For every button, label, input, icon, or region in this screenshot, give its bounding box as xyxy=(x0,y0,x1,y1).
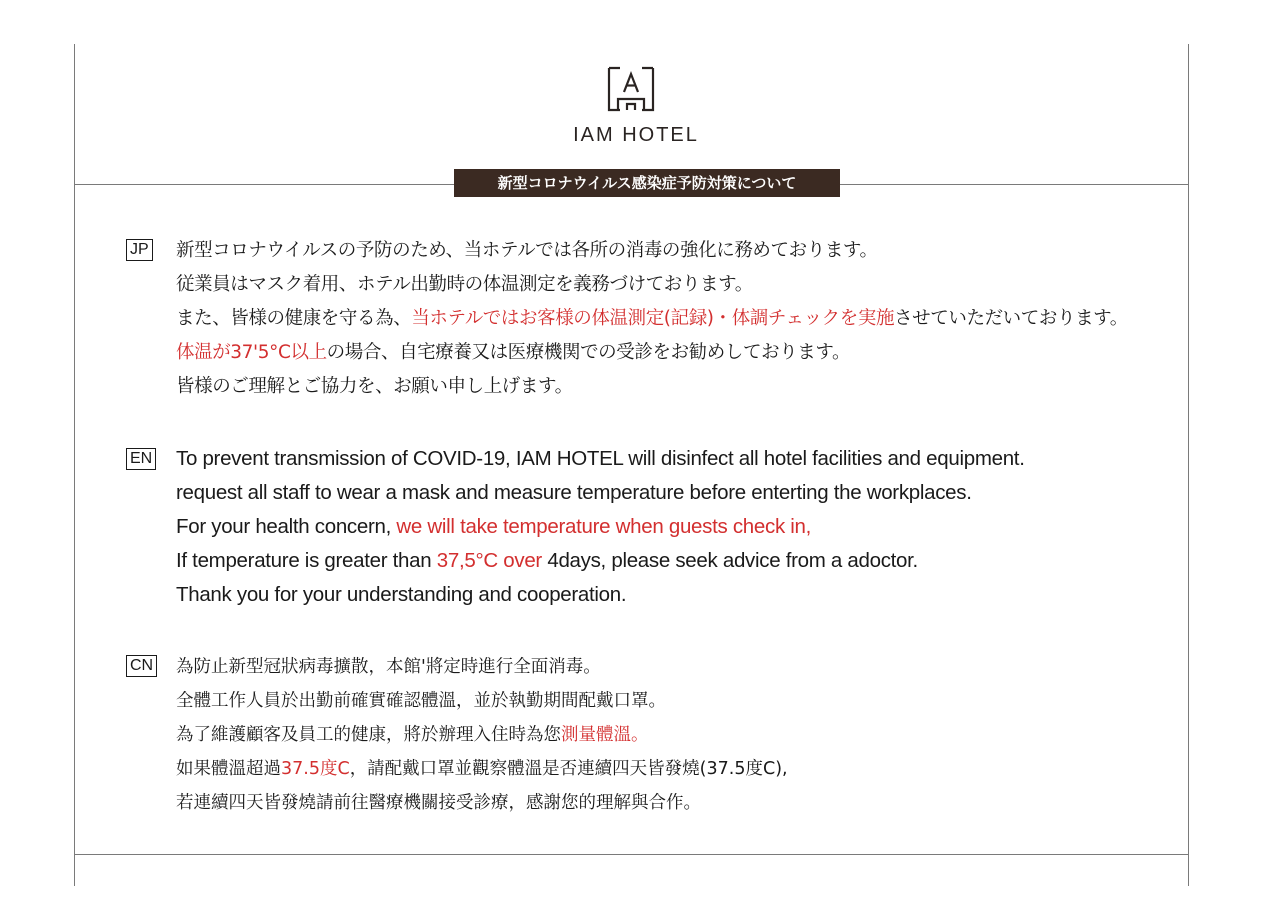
highlighted-text: 37,5°C over xyxy=(436,549,542,572)
text-line xyxy=(176,684,1186,718)
text-segment: To prevent transmission of COVID-19, IAM HOTEL will disinfect all hotel facilities and equipment. xyxy=(176,447,1025,470)
text-segment: ，請配戴口罩並觀察體溫是否連續四天皆發燒(37.5度C), xyxy=(349,759,788,779)
text-line xyxy=(176,718,1186,752)
text-segment: 皆様のご理解とご協力を、お願い申し上げます。 xyxy=(176,376,573,397)
lang-tag-jp: JP xyxy=(126,239,153,261)
text-segment: Thank you for your understanding and cooperation. xyxy=(176,583,627,606)
text-line xyxy=(176,234,1186,268)
left-border-line xyxy=(74,44,75,886)
text-line xyxy=(176,752,1186,786)
highlighted-text: 当ホテルではお客様の体温測定(記録)・体調チェックを実施 xyxy=(411,308,895,329)
notice-title: 新型コロナウイルス感染症予防対策について xyxy=(454,169,840,197)
text-segment: 従業員はマスク着用、ホテル出勤時の体温測定を義務づけております。 xyxy=(176,274,753,295)
text-segment: させていただいております。 xyxy=(894,308,1128,329)
text-segment: For your health concern, xyxy=(176,515,397,538)
highlighted-text: we will take temperature when guests check in, xyxy=(396,515,812,538)
text-segment: request all staff to wear a mask and measure temperature before enterting the workplaces. xyxy=(176,481,972,504)
text-line xyxy=(176,650,1186,684)
text-segment: また、皆様の健康を守る為、 xyxy=(176,308,412,329)
text-line xyxy=(176,544,1186,578)
lang-tag-en: EN xyxy=(126,448,156,470)
text-line xyxy=(176,510,1186,544)
text-segment: 為防止新型冠狀病毒擴散，本館'將定時進行全面消毒。 xyxy=(176,657,601,677)
highlighted-text: 体温が37'5°C以上 xyxy=(176,342,327,363)
right-border-line xyxy=(1188,44,1189,886)
text-segment: If temperature is greater than xyxy=(176,549,437,572)
english-text-block xyxy=(176,442,1186,612)
highlighted-text: 測量體溫。 xyxy=(561,725,649,745)
text-line xyxy=(176,442,1186,476)
text-segment: 若連續四天皆發燒請前往醫療機關接受診療，感謝您的理解與合作。 xyxy=(176,793,701,813)
text-segment: 新型コロナウイルスの予防のため、当ホテルでは各所の消毒の強化に務めております。 xyxy=(176,240,878,261)
highlighted-text: 37.5度C xyxy=(281,759,350,779)
text-segment: 為了維護顧客及員工的健康，將於辦理入住時為您 xyxy=(176,725,561,745)
bottom-divider-line xyxy=(74,854,1189,855)
hotel-logo-icon xyxy=(606,64,656,114)
text-line xyxy=(176,476,1186,510)
text-line xyxy=(176,268,1186,302)
text-line xyxy=(176,370,1186,404)
text-segment: 4days, please seek advice from a adoctor. xyxy=(541,549,918,572)
lang-tag-cn: CN xyxy=(126,655,157,677)
japanese-text-block xyxy=(176,234,1186,404)
text-segment: の場合、自宅療養又は医療機関での受診をお勧めしております。 xyxy=(326,342,851,363)
text-line xyxy=(176,302,1186,336)
text-line xyxy=(176,336,1186,370)
text-segment: 全體工作人員於出勤前確實確認體溫，並於執勤期間配戴口罩。 xyxy=(176,691,666,711)
text-segment: 如果體溫超過 xyxy=(176,759,281,779)
hotel-logo-text: IAM HOTEL xyxy=(573,124,699,146)
chinese-text-block xyxy=(176,650,1186,820)
text-line xyxy=(176,786,1186,820)
text-line xyxy=(176,578,1186,612)
